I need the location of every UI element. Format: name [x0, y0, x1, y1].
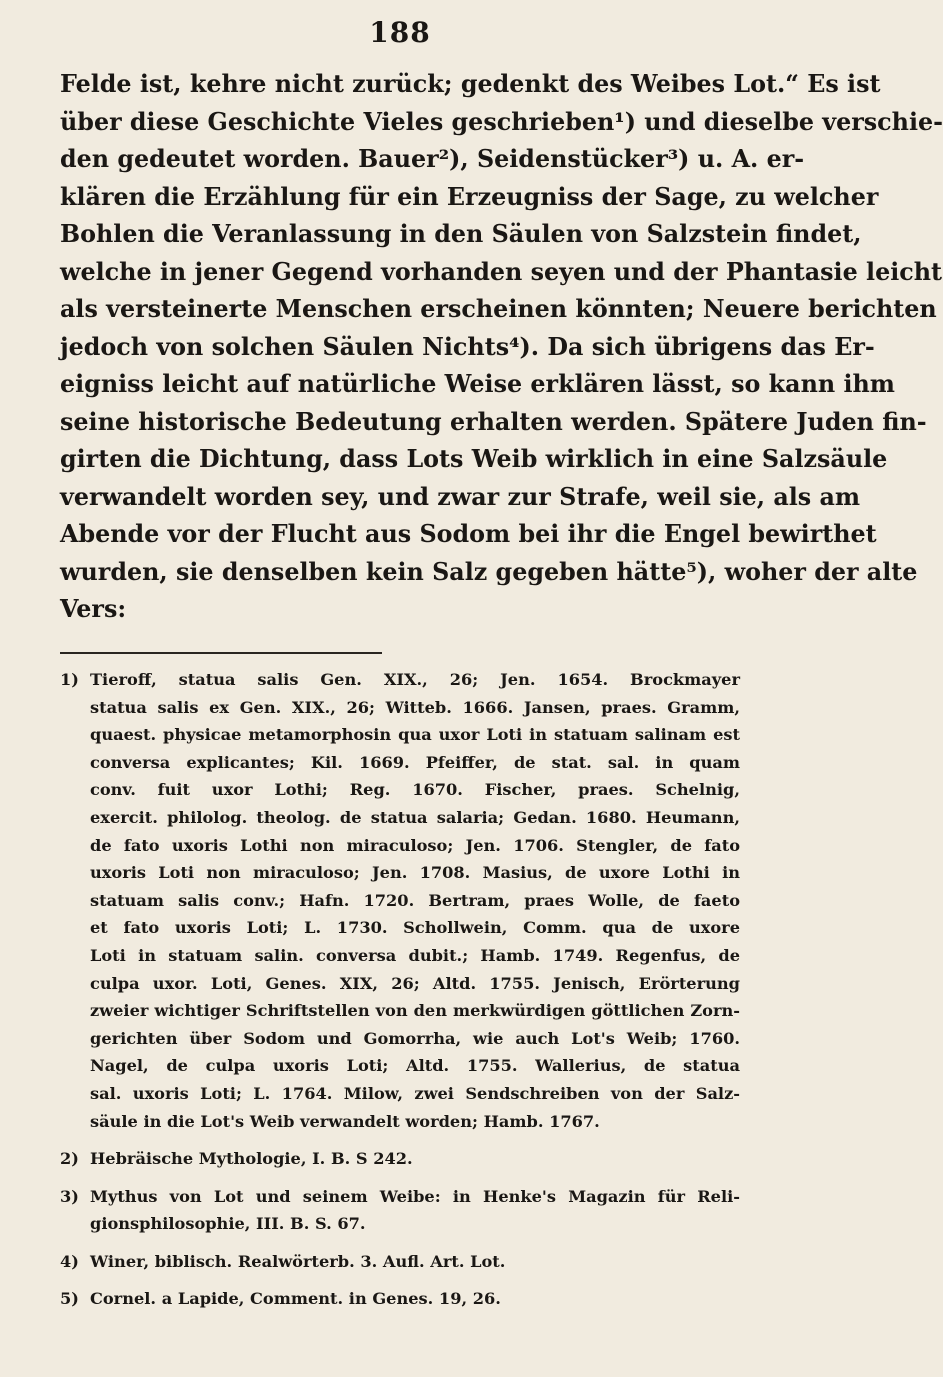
footnote-2 [60, 1145, 740, 1173]
footnote-line: uxoris Loti non miraculoso; Jen. 1708. Masius, de uxore Lothi in [90, 863, 740, 883]
footnotes [60, 666, 740, 1323]
footnote-line: gionsphilosophie, III. B. S. 67. [90, 1214, 366, 1234]
footnote-line: zweier wichtiger Schriftstellen von den merkwürdigen göttlichen Zorn- [90, 1001, 740, 1021]
footnote-line: Nagel, de culpa uxoris Loti; Altd. 1755. Wallerius, de statua [90, 1056, 740, 1076]
page-number: 188 [369, 16, 431, 49]
footnote-line: Loti in statuam salin. conversa dubit.; Hamb. 1749. Regenfus, de [90, 945, 740, 965]
main-line: über diese Geschichte Vieles geschrieben¹) und dieselbe verschie- [60, 107, 943, 136]
footnote-line: conversa explicantes; Kil. 1669. Pfeiffer, de stat. sal. in quam [90, 752, 740, 772]
footnote-line: statuam salis conv.; Hafn. 1720. Bertram, praes Wolle, de faeto [90, 890, 740, 910]
footnote-marker: 3) [60, 1186, 79, 1206]
main-line: den gedeutet worden. Bauer²), Seidenstücker³) u. A. er- [60, 145, 805, 173]
main-line: klären die Erzählung für ein Erzeugniss der Sage, zu welcher [60, 182, 879, 211]
footnote-line: Hebräische Mythologie, I. B. S 242. [90, 1149, 413, 1169]
main-line: jedoch von solchen Säulen Nichts⁴). Da sich übrigens das Er- [60, 332, 875, 361]
footnote-marker: 2) [60, 1149, 79, 1169]
footnote-separator [60, 652, 382, 654]
footnote-3 [60, 1183, 740, 1238]
main-line: Bohlen die Veranlassung in den Säulen von Salzstein findet, [60, 220, 862, 248]
footnote-marker: 4) [60, 1251, 79, 1271]
main-line: wurden, sie denselben kein Salz gegeben hätte⁵), woher der alte [60, 557, 918, 586]
footnote-1 [60, 666, 740, 1135]
footnote-line: et fato uxoris Loti; L. 1730. Schollwein, Comm. qua de uxore [90, 918, 740, 938]
footnote-line: säule in die Lot's Weib verwandelt worden; Hamb. 1767. [90, 1111, 600, 1131]
main-line: Felde ist, kehre nicht zurück; gedenkt des Weibes Lot.“ Es ist [60, 70, 881, 98]
footnote-line: conv. fuit uxor Lothi; Reg. 1670. Fischer, praes. Schelnig, [90, 780, 740, 800]
footnote-line: sal. uxoris Loti; L. 1764. Milow, zwei Sendschreiben von der Salz- [90, 1083, 740, 1103]
main-line: girten die Dichtung, dass Lots Weib wirklich in eine Salzsäule [60, 445, 888, 473]
footnote-line: culpa uxor. Loti, Genes. XIX, 26; Altd. 1755. Jenisch, Erörterung [90, 973, 740, 993]
footnote-line: Mythus von Lot und seinem Weibe: in Henke's Magazin für Reli- [90, 1186, 740, 1206]
footnote-line: quaest. physicae metamorphosin qua uxor Loti in statuam salinam est [90, 725, 740, 745]
footnote-line: de fato uxoris Lothi non miraculoso; Jen. 1706. Stengler, de fato [90, 835, 740, 855]
footnote-marker: 5) [60, 1289, 79, 1309]
main-line: verwandelt worden sey, und zwar zur Strafe, weil sie, als am [60, 482, 861, 511]
main-line: Abende vor der Flucht aus Sodom bei ihr die Engel bewirthet [60, 520, 877, 548]
main-line: seine historische Bedeutung erhalten werden. Spätere Juden fin- [60, 407, 927, 436]
main-line: eigniss leicht auf natürliche Weise erklären lässt, so kann ihm [60, 370, 895, 398]
main-text [60, 66, 943, 629]
main-line: welche in jener Gegend vorhanden seyen und der Phantasie leicht [60, 257, 943, 286]
footnote-line: Tieroff, statua salis Gen. XIX., 26; Jen. 1654. Brockmayer [90, 670, 740, 689]
footnote-5 [60, 1285, 740, 1313]
main-line: als versteinerte Menschen erscheinen könnten; Neuere berichten [60, 295, 937, 323]
footnote-4 [60, 1248, 740, 1276]
footnote-line: gerichten über Sodom und Gomorrha, wie auch Lot's Weib; 1760. [90, 1028, 740, 1048]
footnote-marker: 1) [60, 670, 79, 689]
footnote-line: exercit. philolog. theolog. de statua salaria; Gedan. 1680. Heumann, [90, 807, 740, 827]
footnote-line: statua salis ex Gen. XIX., 26; Witteb. 1666. Jansen, praes. Gramm, [90, 697, 740, 717]
footnote-line: Winer, biblisch. Realwörterb. 3. Aufl. Art. Lot. [90, 1251, 506, 1271]
main-line: Vers: [60, 595, 127, 623]
footnote-line: Cornel. a Lapide, Comment. in Genes. 19, 26. [90, 1289, 501, 1309]
